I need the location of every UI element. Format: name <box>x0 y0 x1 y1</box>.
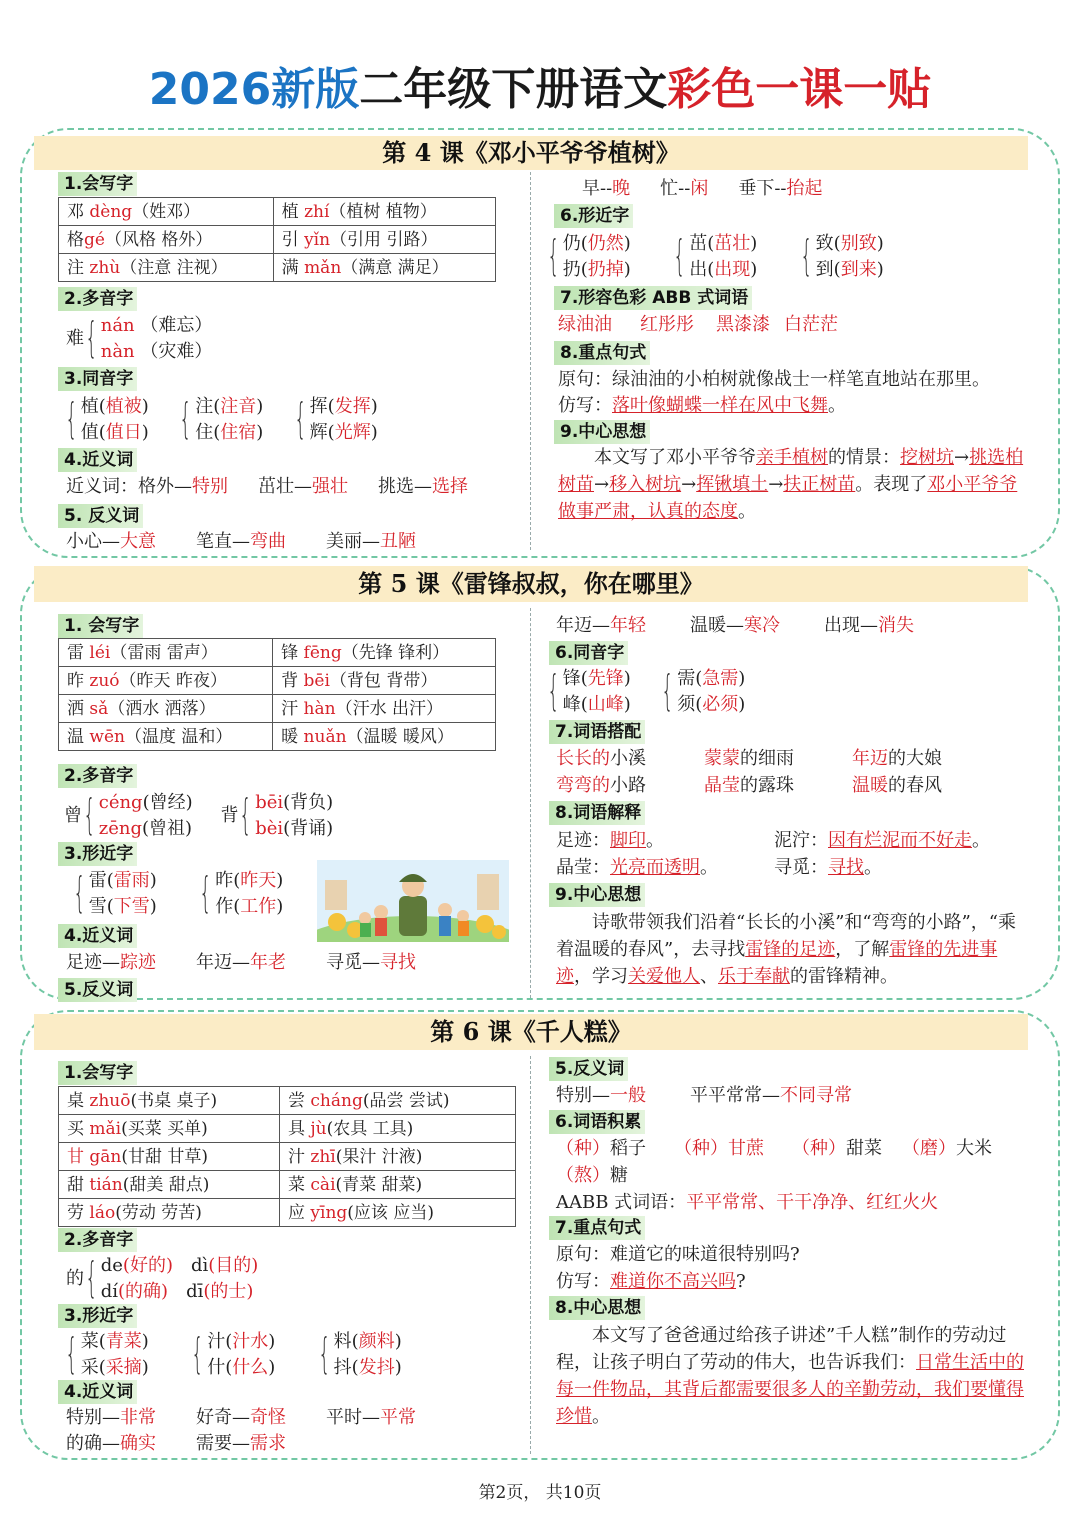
l5-antonyms: 年迈—年轻 温暖—寒冷 出现—消失 <box>556 615 914 636</box>
table-row: 格gé（风格 格外） 引 yǐn（引用 引路） <box>59 226 496 254</box>
l5-heading-polyphone: 2.多音字 <box>58 764 137 788</box>
l6-main-idea: 本文写了爸爸通过给孩子讲述”千人糕”制作的劳动过程，让孩子明白了劳动的伟大，也告诉我们：日常生活中的每一件物品，其背后都需要很多人的辛勤劳动，我们要懂得珍惜。 <box>556 1325 1024 1427</box>
table-row: 买 mǎi(买菜 买单) 具 jù(农具 工具) <box>59 1115 516 1143</box>
l4-synonyms: 近义词：格外—特别 茁壮—强壮 挑选—选择 <box>66 476 468 497</box>
l6-heading-antonym: 5.反义词 <box>549 1057 628 1081</box>
l5-explanation-2: 泥泞：因有烂泥而不好走。 <box>774 830 990 851</box>
table-row: 桌 zhuō(书桌 桌子) 尝 cháng(品尝 尝试) <box>59 1087 516 1115</box>
table-row: 雷 léi（雷雨 雷声） 锋 fēng（先锋 锋利） <box>59 639 496 667</box>
l4-heading-abb: 7.形容色彩 ABB 式词语 <box>554 286 752 310</box>
l6-antonyms: 特别—一般 平平常常—不同寻常 <box>556 1085 852 1106</box>
l4-original-sentence: 原句：绿油油的小柏树就像战士一样笔直地站在那里。 <box>558 369 990 390</box>
table-row: 洒 sǎ（洒水 洒落） 汗 hàn（汗水 出汗） <box>59 695 496 723</box>
table-row: 邓 dèng（姓邓） 植 zhí（植树 植物） <box>59 198 496 226</box>
l5-heading-idea: 9.中心思想 <box>549 883 645 907</box>
l5-similar-chars: { 雷(雷雨) 雪(下雪) { 昨(昨天) 作(工作) <box>73 868 284 917</box>
l6-original-sentence: 原句：难道它的味道很特别吗? <box>556 1244 800 1265</box>
l4-polyphone: 难{ nán （难忘） nàn （灾难） <box>66 313 213 362</box>
lesson-6-title: 第 6 课《千人糕》 <box>34 1014 1028 1050</box>
l4-heading-similar: 6.形近字 <box>554 204 633 228</box>
l4-antonyms: 小心—大意 笔直—弯曲 美丽—丑陋 <box>66 531 416 552</box>
table-row: 温 wēn（温度 温和） 暖 nuǎn（温暖 暖风） <box>59 723 496 751</box>
l5-collocation-row-1: 长长的小溪 蒙蒙的细雨 年迈的大娘 <box>556 748 942 769</box>
l5-collocation-row-2: 弯弯的小路 晶莹的露珠 温暖的春风 <box>556 775 942 796</box>
l4-antonyms-2: 早--晚 忙--闲 垂下--抬起 <box>582 178 823 199</box>
l5-heading-collocation: 7.词语搭配 <box>549 720 645 744</box>
l5-heading-similar: 3.形近字 <box>58 842 137 866</box>
l5-polyphone: 曾{ céng(曾经) zēng(曾祖) 背{ bēi(背负) bèi(背诵) <box>64 790 334 839</box>
table-row: 劳 láo(劳动 劳苦) 应 yīng(应该 应当) <box>59 1199 516 1227</box>
l5-synonyms: 足迹—踪迹 年迈—年老 寻觅—寻找 <box>66 952 416 973</box>
l6-heading-accumulation: 6.词语积累 <box>549 1110 645 1134</box>
lei-feng-illustration <box>317 860 509 942</box>
l6-accumulation-row-1: （种）稻子 （种）甘蔗 （种）甜菜 （磨）大米 <box>556 1138 992 1159</box>
l4-heading-synonym: 4.近义词 <box>58 448 137 472</box>
l4-heading-homophone: 3.同音字 <box>58 367 137 391</box>
table-row: 昨 zuó（昨天 昨夜） 背 bēi（背包 背带） <box>59 667 496 695</box>
l6-heading-polyphone: 2.多音字 <box>58 1228 137 1252</box>
table-row: 甘 gān(甘甜 甘草) 汁 zhī(果汁 汁液) <box>59 1143 516 1171</box>
l5-explanation-4: 寻觅：寻找。 <box>774 857 882 878</box>
l4-heading-polyphone: 2.多音字 <box>58 287 137 311</box>
l6-aabb: AABB 式词语：平平常常、干干净净、红红火火 <box>556 1192 939 1213</box>
page-number: 第2页， 共10页 <box>478 1483 602 1503</box>
l6-heading-similar: 3.形近字 <box>58 1304 137 1328</box>
l6-write-table <box>58 1086 516 1227</box>
l4-heading-sentence: 8.重点句式 <box>554 341 650 365</box>
l5-heading-homophone: 6.同音字 <box>549 641 628 665</box>
l5-explanation-1: 足迹：脚印。 <box>556 830 664 851</box>
l4-imitation: 仿写：落叶像蝴蝶一样在风中飞舞。 <box>558 395 846 416</box>
lesson-4-title: 第 4 课《邓小平爷爷植树》 <box>34 136 1028 170</box>
l6-polyphone: 的{ de(好的) dì(目的) dí(的确) dī(的士) <box>66 1253 259 1302</box>
l5-main-idea: 诗歌带领我们沿着“长长的小溪”和“弯弯的小路”，“乘着温暖的春风”，去寻找雷锋的足迹，了解雷锋的先进事迹，学习关爱他人、乐于奉献的雷锋精神。 <box>556 912 1017 987</box>
table-row: 甜 tián(甜美 甜点) 菜 cài(青菜 甜菜) <box>59 1171 516 1199</box>
l5-explanation-3: 晶莹：光亮而透明。 <box>556 857 718 878</box>
l4-heading-write: 1.会写字 <box>58 172 137 196</box>
l6-similar-chars: { 菜(青菜) 采(采摘) { 汁(汁水) 什(什么) { 料(颜料) 抖(发抖) <box>65 1329 402 1378</box>
l4-main-idea: 本文写了邓小平爷爷亲手植树的情景：挖树坑→挑选柏树苗→移入树坑→挥锹填土→扶正树苗。表现了邓小平爷爷做事严肃，认真的态度。 <box>558 447 1024 522</box>
l4-heading-antonym: 5. 反义词 <box>58 504 143 528</box>
l5-heading-antonym: 5.反义词 <box>58 978 137 1002</box>
l6-heading-write: 1.会写字 <box>58 1061 137 1085</box>
l5-heading-explanation: 8.词语解释 <box>549 801 645 825</box>
l6-heading-sentence: 7.重点句式 <box>549 1216 645 1240</box>
l5-homophone: { 锋(先锋) 峰(山峰) { 需(急需) 须(必须) <box>547 666 746 715</box>
l5-heading-write: 1. 会写字 <box>58 614 143 638</box>
l4-write-table <box>58 197 496 282</box>
l4-homophone: { 植(植被) 值(值日) { 注(注音) 住(住宿) { 挥(发挥) 辉(光辉) <box>65 394 378 443</box>
l6-synonyms-row-1: 特别—非常 好奇—奇怪 平时—平常 <box>66 1407 416 1428</box>
l6-heading-idea: 8.中心思想 <box>549 1296 645 1320</box>
l5-heading-synonym: 4.近义词 <box>58 924 137 948</box>
l6-accumulation-row-2: （熬）糖 <box>556 1165 628 1186</box>
l4-heading-idea: 9.中心思想 <box>554 420 650 444</box>
l6-synonyms-row-2: 的确—确实 需要—需求 <box>66 1433 286 1454</box>
l4-similar-chars: { 仍(仍然) 扔(扔掉) { 茁(茁壮) 出(出现) { 致(别致) 到(到来) <box>547 231 884 280</box>
page-title: 2026新版二年级下册语文彩色一课一贴 <box>148 64 932 115</box>
l6-heading-synonym: 4.近义词 <box>58 1380 137 1404</box>
l6-imitation: 仿写：难道你不高兴吗? <box>556 1271 746 1292</box>
table-row: 注 zhù（注意 注视） 满 mǎn（满意 满足） <box>59 254 496 282</box>
lesson-5-title: 第 5 课《雷锋叔叔，你在哪里》 <box>34 566 1028 602</box>
l4-abb-words: 绿油油 红彤彤 黑漆漆 白茫茫 <box>558 314 838 335</box>
l5-write-table <box>58 638 496 751</box>
